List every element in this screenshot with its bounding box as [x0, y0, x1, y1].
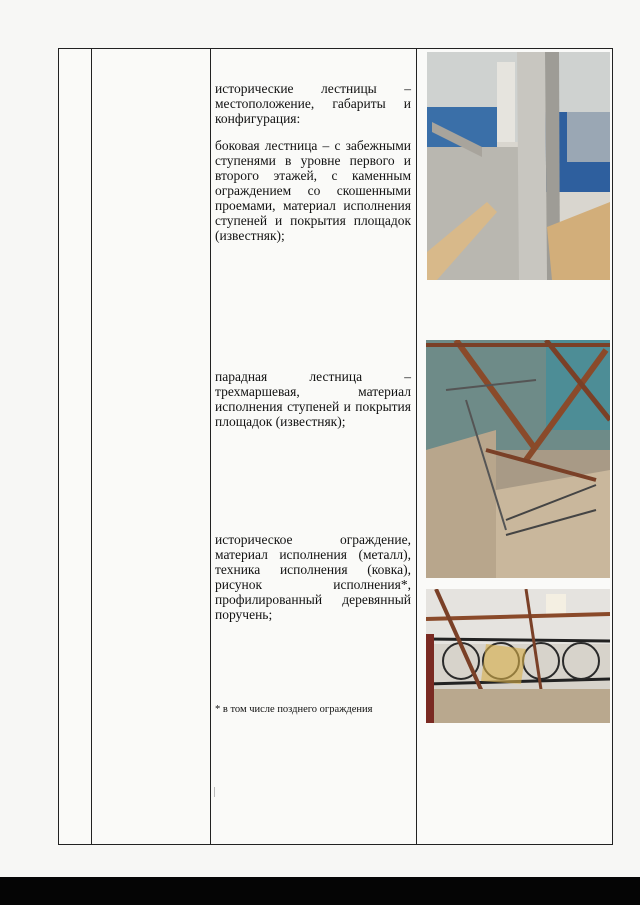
- footnote: * в том числе позднего ограждения: [215, 704, 373, 715]
- item-2-text: парадная лестница – трехмаршевая, материал исполнения ступеней и покрытия площадок (известняк);: [215, 369, 411, 429]
- main-staircase-photo: [426, 340, 610, 578]
- scan-bottom-edge: [0, 877, 640, 905]
- item-1-heading: исторические лестницы – местоположение, габариты и конфигурация:: [215, 81, 411, 126]
- column-divider: [91, 49, 92, 844]
- railing-photo: [426, 589, 610, 723]
- column-divider: [210, 49, 211, 844]
- column-divider: [416, 49, 417, 844]
- side-staircase-photo: [427, 52, 610, 280]
- item-3-text: историческое ограждение, материал исполнения (металл), техника исполнения (ковка), рисунок исполнения*, профилированный деревянный поручень;: [215, 532, 411, 622]
- table: [58, 48, 613, 845]
- scan-speck: [214, 787, 215, 797]
- item-1-text: боковая лестница – с забежными ступенями в уровне первого и второго этажей, с каменным ограждением со скошенными проемами, материал исполнения ступеней и покрытия площадок (известняк);: [215, 138, 411, 243]
